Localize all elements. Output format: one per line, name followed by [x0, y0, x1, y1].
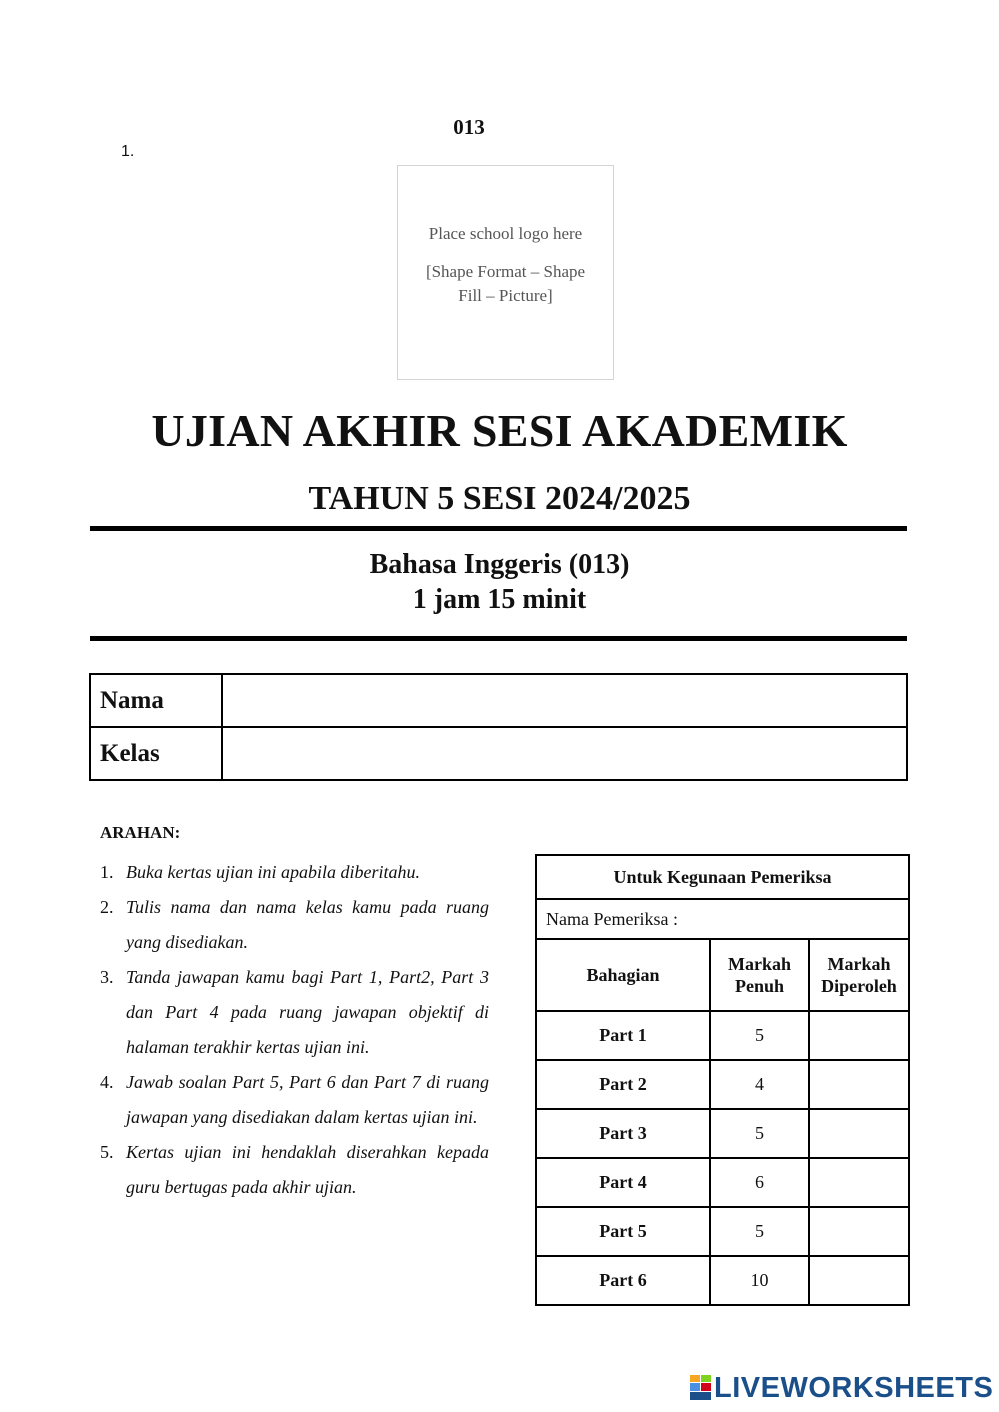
full-marks: 10 — [710, 1256, 809, 1305]
instruction-number: 1. — [100, 862, 114, 882]
instruction-item — [100, 855, 489, 890]
examiner-table-header — [536, 855, 909, 899]
examiner-table — [535, 854, 910, 1306]
name-row — [90, 674, 907, 727]
obtained-marks[interactable] — [809, 1011, 909, 1060]
class-row — [90, 727, 907, 780]
instruction-number: 2. — [100, 897, 114, 917]
obtained-marks[interactable] — [809, 1060, 909, 1109]
full-marks: 5 — [710, 1011, 809, 1060]
logo-placeholder-line2: [Shape Format – Shape Fill – Picture] — [425, 262, 586, 305]
instruction-number: 4. — [100, 1072, 114, 1092]
instruction-text: Buka kertas ujian ini apabila diberitahu. — [126, 862, 420, 882]
table-row — [536, 1109, 909, 1158]
obtained-marks[interactable] — [809, 1207, 909, 1256]
col-obtained-text: Markah Diperoleh — [821, 954, 897, 996]
part-label: Part 1 — [536, 1011, 710, 1060]
part-label: Part 5 — [536, 1207, 710, 1256]
instructions-list — [100, 855, 489, 1205]
col-obtained — [809, 939, 909, 1011]
logo-placeholder-line1: Place school logo here — [428, 224, 583, 243]
paper-code: 013 — [453, 115, 485, 139]
examiner-table-title: Untuk Kegunaan Pemeriksa — [536, 855, 909, 899]
name-label: Nama — [90, 674, 222, 727]
instruction-text: Kertas ujian ini hendaklah diserahkan kepada guru bertugas pada akhir ujian. — [126, 1142, 489, 1197]
instruction-text: Jawab soalan Part 5, Part 6 dan Part 7 di ruang jawapan yang disediakan dalam kertas ujian ini. — [126, 1072, 489, 1127]
obtained-marks[interactable] — [809, 1256, 909, 1305]
class-field[interactable] — [222, 727, 907, 780]
obtained-marks[interactable] — [809, 1109, 909, 1158]
instruction-item — [100, 960, 489, 1065]
student-info-table — [89, 673, 908, 781]
liveworksheets-watermark — [690, 1372, 993, 1405]
liveworksheets-logo-icon — [690, 1375, 712, 1400]
item-number: 1. — [121, 143, 135, 160]
part-label: Part 3 — [536, 1109, 710, 1158]
divider-bottom — [90, 636, 907, 641]
school-logo-placeholder — [397, 165, 614, 380]
instruction-item — [100, 1065, 489, 1135]
table-row — [536, 1256, 909, 1305]
part-label: Part 4 — [536, 1158, 710, 1207]
liveworksheets-text: LIVEWORKSHEETS — [714, 1372, 994, 1404]
divider-top — [90, 526, 907, 531]
col-full-marks-text: Markah Penuh — [728, 954, 791, 996]
examiner-name-label[interactable]: Nama Pemeriksa : — [536, 899, 909, 939]
duration: 1 jam 15 minit — [412, 584, 587, 615]
full-marks: 4 — [710, 1060, 809, 1109]
instructions-title: ARAHAN: — [100, 823, 181, 842]
col-full-marks — [710, 939, 809, 1011]
instruction-number: 5. — [100, 1142, 114, 1162]
instruction-text: Tanda jawapan kamu bagi Part 1, Part2, Part 3 dan Part 4 pada ruang jawapan objektif di halaman terakhir kertas ujian ini. — [126, 967, 489, 1057]
instruction-text: Tulis nama dan nama kelas kamu pada ruang yang disediakan. — [126, 897, 489, 952]
instruction-number: 3. — [100, 967, 114, 987]
instruction-item — [100, 890, 489, 960]
part-label: Part 2 — [536, 1060, 710, 1109]
name-field[interactable] — [222, 674, 907, 727]
full-marks: 5 — [710, 1109, 809, 1158]
column-headers — [536, 939, 909, 1011]
instruction-item — [100, 1135, 489, 1205]
exam-subtitle: TAHUN 5 SESI 2024/2025 — [308, 480, 691, 517]
col-section: Bahagian — [536, 939, 710, 1011]
class-label: Kelas — [90, 727, 222, 780]
subject: Bahasa Inggeris (013) — [369, 549, 630, 580]
examiner-name-row — [536, 899, 909, 939]
part-label: Part 6 — [536, 1256, 710, 1305]
full-marks: 6 — [710, 1158, 809, 1207]
table-row — [536, 1158, 909, 1207]
table-row — [536, 1207, 909, 1256]
table-row — [536, 1011, 909, 1060]
full-marks: 5 — [710, 1207, 809, 1256]
table-row — [536, 1060, 909, 1109]
exam-title: UJIAN AKHIR SESI AKADEMIK — [151, 405, 848, 456]
obtained-marks[interactable] — [809, 1158, 909, 1207]
